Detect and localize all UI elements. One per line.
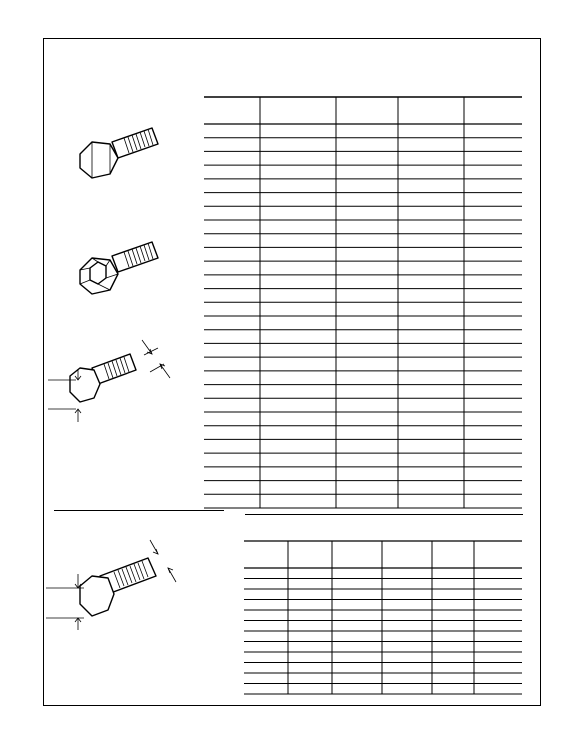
upper-spec-table bbox=[204, 96, 524, 510]
section-divider bbox=[54, 510, 224, 511]
hex-bolt-marked-head-icon bbox=[72, 232, 164, 304]
hex-bolt-plain-head-icon bbox=[72, 118, 164, 188]
footer-rule-right bbox=[298, 705, 541, 706]
upper-table-grid bbox=[204, 96, 524, 510]
lower-table-top-rule bbox=[245, 514, 523, 515]
bolt-dimension-diagram-lower-icon bbox=[46, 534, 186, 634]
lower-spec-table bbox=[244, 540, 524, 696]
bolt-dimension-diagram-icon bbox=[46, 336, 186, 428]
lower-table-grid bbox=[244, 540, 524, 696]
footer-rule-left bbox=[43, 705, 281, 706]
